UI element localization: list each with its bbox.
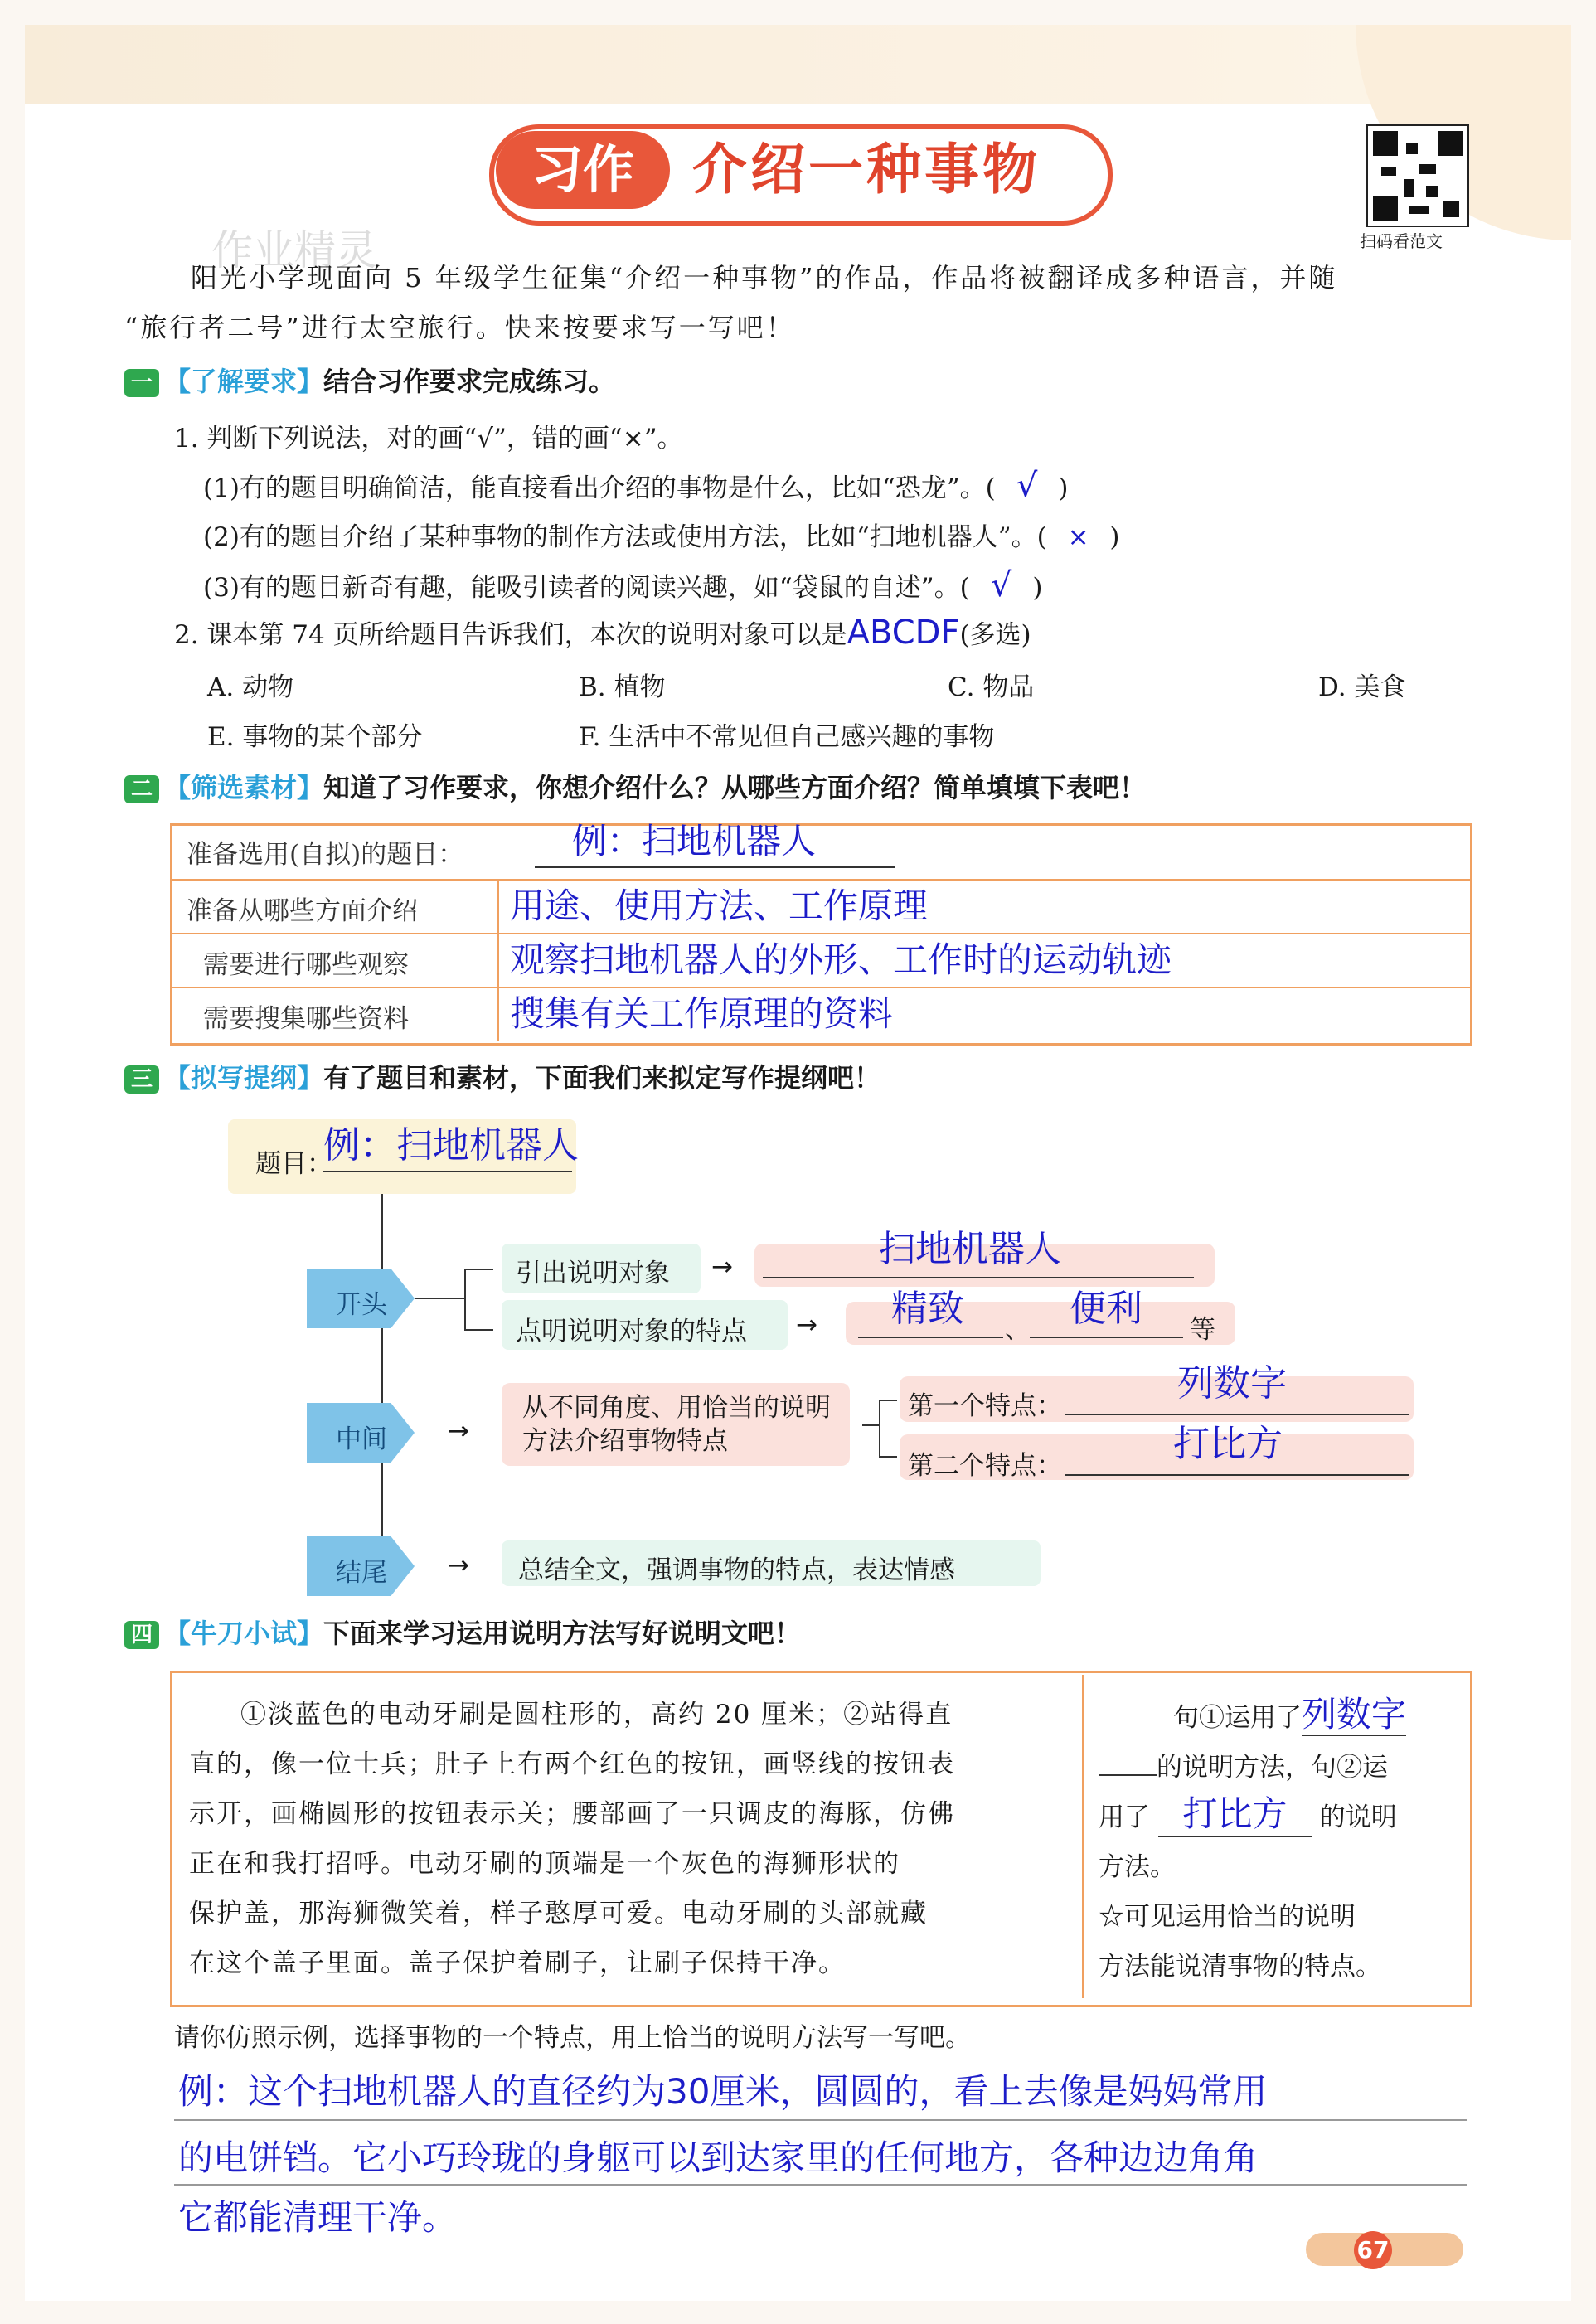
start-item-2: 点明说明对象的特点 — [516, 1317, 747, 1346]
section-4-number: 四 — [124, 1621, 159, 1649]
table-value-observation[interactable]: 观察扫地机器人的外形、工作时的运动轨迹 — [510, 939, 1172, 980]
section-4-header — [124, 1617, 801, 1650]
feature-2-label: 第二个特点： — [908, 1451, 1062, 1481]
branch-line — [415, 1298, 464, 1299]
branch-line — [879, 1456, 897, 1458]
passage-line: 正在和我打招呼。电动牙刷的顶端是一个灰色的海狮形状的 — [189, 1849, 900, 1879]
intro-line-2: “旅行者二号”进行太空旅行。快来按要求写一写吧！ — [124, 312, 795, 343]
qr-caption: 扫码看范文 — [1360, 231, 1443, 251]
section-3-tag: 【拟写提纲】 — [164, 1062, 324, 1094]
section-3-header — [124, 1061, 880, 1094]
outline-middle-label: 中间 — [336, 1424, 387, 1454]
branch-line — [862, 1424, 879, 1426]
table-label-aspects: 准备从哪些方面介绍 — [187, 896, 418, 926]
intro-line-1: 阳光小学现面向 5 年级学生征集“介绍一种事物”的作品，作品将被翻译成多种语言，并随 — [191, 262, 1338, 294]
section-2-tag: 【筛选素材】 — [164, 772, 324, 803]
section-3-text: 有了题目和素材，下面我们来拟定写作提纲吧！ — [323, 1062, 881, 1094]
outline-title-value[interactable]: 例：扫地机器人 — [323, 1124, 579, 1167]
judge-item-1 — [203, 467, 1069, 505]
page-number: 67 — [1354, 2231, 1392, 2269]
feature-1-value[interactable]: 列数字 — [1177, 1362, 1287, 1405]
judge-item-3-text: (3)有的题目新奇有趣，能吸引读者的阅读兴趣，如“袋鼠的自述”。( — [203, 573, 970, 603]
start-item-2-underline-1 — [858, 1337, 1003, 1338]
question-2-text: 2. 课本第 74 页所给题目告诉我们，本次的说明对象可以是 — [174, 620, 847, 650]
section-3-number: 三 — [124, 1065, 159, 1094]
question-2 — [174, 614, 1031, 652]
branch-line — [879, 1400, 897, 1401]
outline-title-label: 题目： — [255, 1149, 332, 1179]
question-1: 1. 判断下列说法，对的画“√”，错的画“×”。 — [174, 424, 683, 454]
judge-item-3-answer[interactable]: √ — [990, 566, 1012, 604]
outline-start-label: 开头 — [336, 1290, 387, 1320]
side-answer-1[interactable]: 列数字 — [1302, 1694, 1407, 1735]
middle-box-text: 从不同角度、用恰当的说明方法介绍事物特点 — [522, 1393, 831, 1456]
section-2-text: 知道了习作要求，你想介绍什么？从哪些方面介绍？简单填填下表吧！ — [323, 772, 1147, 803]
arrow-2: → — [796, 1310, 817, 1340]
section-1-number: 一 — [124, 369, 159, 397]
table-value-title[interactable]: 例：扫地机器人 — [572, 821, 817, 861]
side-line-1 — [1099, 1690, 1463, 1743]
feature-2-value[interactable]: 打比方 — [1173, 1423, 1283, 1465]
option-f: F. 生活中不常见但自己感兴趣的事物 — [579, 722, 995, 752]
answer-line-3[interactable]: 它都能清理干净。 — [178, 2197, 458, 2238]
side-line-3-text: 用了 — [1099, 1802, 1150, 1832]
start-item-2-underline-2 — [1030, 1337, 1183, 1338]
passage-line: 示开，画椭圆形的按钮表示关；腰部画了一只调皮的海豚，仿佛 — [189, 1799, 955, 1829]
passage-line: 在这个盖子里面。盖子保护着刷子，让刷子保持干净。 — [189, 1948, 846, 1978]
start-item-2-value-1[interactable]: 精致 — [891, 1288, 964, 1330]
side-line-4: 方法。 — [1099, 1852, 1176, 1882]
section-2-number: 二 — [124, 775, 159, 803]
branch-line — [464, 1269, 466, 1331]
table-title-underline — [535, 866, 895, 868]
option-c: C. 物品 — [948, 672, 1035, 702]
section-1-header — [124, 365, 615, 398]
start-item-1-value[interactable]: 扫地机器人 — [879, 1228, 1061, 1270]
table-label-observation: 需要进行哪些观察 — [203, 950, 409, 980]
question-2-suffix: (多选) — [959, 620, 1031, 650]
table-value-aspects[interactable]: 用途、使用方法、工作原理 — [510, 885, 929, 926]
judge-item-2-text: (2)有的题目介绍了某种事物的制作方法或使用方法，比如“扫地机器人”。( — [203, 522, 1047, 552]
judge-item-3 — [203, 566, 1043, 604]
answer-line-1[interactable]: 例：这个扫地机器人的直径约为30厘米，圆圆的，看上去像是妈妈常用 — [178, 2071, 1268, 2112]
arrow-1: → — [711, 1252, 733, 1282]
passage-line: ①淡蓝色的电动牙刷是圆柱形的，高约 20 厘米；②站得直 — [240, 1700, 953, 1730]
writing-prompt: 请你仿照示例，选择事物的一个特点，用上恰当的说明方法写一写吧。 — [174, 2023, 971, 2053]
judge-item-2 — [203, 516, 1120, 553]
title-category: 习作 — [496, 131, 670, 209]
answer-rule-2 — [174, 2184, 1467, 2186]
section-4-tag: 【牛刀小试】 — [164, 1618, 324, 1649]
judge-item-1-close: ) — [1058, 473, 1069, 503]
feature-2-underline — [1065, 1474, 1409, 1476]
table-value-materials[interactable]: 搜集有关工作原理的资料 — [510, 993, 894, 1034]
side-line-2-blank — [1099, 1749, 1157, 1776]
branch-line — [464, 1269, 493, 1270]
branch-line — [879, 1400, 880, 1456]
section-4-text: 下面来学习运用说明方法写好说明文吧！ — [323, 1618, 802, 1649]
qr-code-icon[interactable] — [1366, 124, 1469, 227]
passage-line: 保护盖，那海狮微笑着，样子憨厚可爱。电动牙刷的头部就藏 — [189, 1899, 928, 1929]
table-label-title: 准备选用(自拟)的题目： — [187, 840, 464, 870]
top-band — [25, 25, 1571, 104]
table-divider — [497, 879, 499, 1041]
arrow-4: → — [448, 1550, 469, 1580]
side-panel — [1099, 1690, 1463, 1992]
judge-item-1-text: (1)有的题目明确简洁，能直接看出介绍的事物是什么，比如“恐龙”。( — [203, 473, 996, 503]
answer-rule-1 — [174, 2119, 1467, 2121]
passage — [189, 1690, 1076, 1988]
practice-divider — [1082, 1675, 1084, 1998]
side-line-6: 方法能说清事物的特点。 — [1099, 1952, 1381, 1982]
page-number-badge — [1306, 2233, 1463, 2266]
side-answer-2[interactable]: 打比方 — [1158, 1793, 1312, 1837]
option-a: A. 动物 — [207, 672, 294, 702]
option-e: E. 事物的某个部分 — [207, 722, 423, 752]
section-2-header — [124, 771, 1146, 804]
judge-item-3-close: ) — [1032, 573, 1043, 603]
start-item-2-value-2[interactable]: 便利 — [1070, 1288, 1142, 1330]
side-line-2 — [1099, 1743, 1463, 1793]
outline-end-label: 结尾 — [336, 1558, 387, 1588]
arrow-3: → — [448, 1416, 469, 1446]
feature-1-label: 第一个特点： — [908, 1391, 1062, 1421]
option-b: B. 植物 — [579, 672, 666, 702]
judge-item-2-close: ) — [1109, 522, 1120, 552]
start-item-2-suffix: 等 — [1190, 1315, 1215, 1345]
judge-item-2-answer[interactable]: × — [1067, 522, 1089, 552]
table-label-materials: 需要搜集哪些资料 — [203, 1004, 409, 1034]
end-item: 总结全文，强调事物的特点，表达情感 — [518, 1555, 955, 1585]
answer-line-2[interactable]: 的电饼铛。它小巧玲珑的身躯可以到达家里的任何地方，各种边边角角 — [178, 2137, 1259, 2178]
section-1-text: 结合习作要求完成练习。 — [323, 366, 616, 397]
side-line-2-text: 的说明方法，句②运 — [1157, 1753, 1388, 1783]
side-line-3 — [1099, 1793, 1463, 1842]
watermark: 作业精灵 — [211, 226, 377, 274]
start-item-2-separator: 、 — [1005, 1315, 1031, 1345]
side-line-5: ☆可见运用恰当的说明 — [1099, 1902, 1356, 1932]
start-item-1: 引出说明对象 — [516, 1259, 670, 1288]
passage-line: 直的，像一位士兵；肚子上有两个红色的按钮，画竖线的按钮表 — [189, 1749, 955, 1779]
branch-line — [464, 1329, 493, 1331]
judge-item-1-answer[interactable]: √ — [1016, 467, 1038, 505]
side-line-1-text: 句①运用了 — [1173, 1703, 1302, 1733]
section-1-tag: 【了解要求】 — [164, 366, 324, 397]
side-line-3-suffix: 的说明 — [1319, 1802, 1397, 1832]
question-2-answer[interactable]: ABCDF — [847, 614, 960, 652]
option-d: D. 美食 — [1318, 672, 1406, 702]
outline-title-underline — [323, 1171, 572, 1172]
title-topic: 介绍一种事物 — [692, 138, 1041, 201]
